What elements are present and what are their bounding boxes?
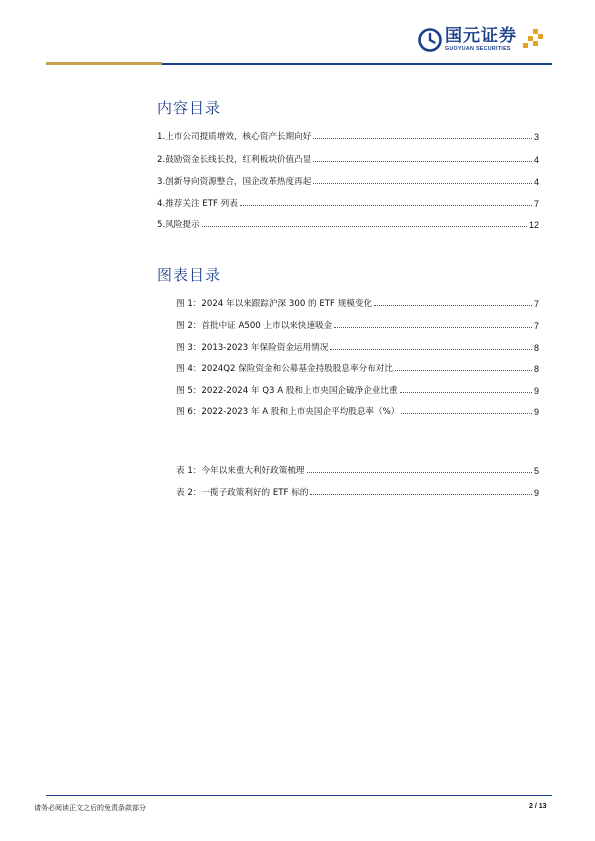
figure-item-page: 9 xyxy=(533,386,539,396)
toc-leader-dots xyxy=(401,413,532,414)
figure-item-label: 图 4：2024Q2 保险资金和公募基金持股股息率分布对比 xyxy=(176,364,393,374)
toc-leader-dots xyxy=(374,305,532,306)
table-item-page: 5 xyxy=(533,466,539,476)
toc-leader-dots xyxy=(334,327,532,328)
figure-item-label: 图 2：首批中证 A500 上市以来快速吸金 xyxy=(176,321,333,331)
table-item-label: 表 2：一揽子政策利好的 ETF 标的 xyxy=(176,488,309,498)
figures-title: 图表目录 xyxy=(157,266,222,284)
toc-item-page: 4 xyxy=(533,177,539,187)
figure-item-page: 8 xyxy=(533,343,539,353)
toc-item-label: 5.风险提示 xyxy=(157,220,200,230)
company-logo xyxy=(418,27,517,52)
toc-item-page: 7 xyxy=(533,199,539,209)
figure-item[interactable] xyxy=(176,295,539,309)
footer-divider xyxy=(46,795,552,796)
toc-item-page: 4 xyxy=(533,155,539,165)
toc-leader-dots xyxy=(400,392,532,393)
logo-emblem-icon xyxy=(418,28,442,52)
toc-item-label: 3.创新导向资源整合，国企改革热度再起 xyxy=(157,177,312,187)
figure-item-page: 7 xyxy=(533,321,539,331)
figure-item-label: 图 1：2024 年以来跟踪沪深 300 的 ETF 规模变化 xyxy=(176,299,373,309)
page-number: 2 / 13 xyxy=(529,803,547,810)
figure-item-page: 8 xyxy=(533,364,539,374)
table-item-page: 9 xyxy=(533,488,539,498)
figure-item-page: 7 xyxy=(533,299,539,309)
table-item-label: 表 1：今年以来重大利好政策梳理 xyxy=(176,466,305,476)
toc-leader-dots xyxy=(202,226,527,227)
toc-leader-dots xyxy=(313,138,532,139)
footer-disclaimer: 请务必阅读正文之后的免责条款部分 xyxy=(34,804,146,812)
toc-leader-dots xyxy=(240,205,532,206)
toc-item[interactable] xyxy=(157,216,539,230)
figure-item-label: 图 5：2022-2024 年 Q3 A 股和上市央国企破净企业比重 xyxy=(176,386,398,396)
logo-english-name: GUOYUAN SECURITIES xyxy=(445,46,511,52)
toc-item-label: 4.推荐关注 ETF 列表 xyxy=(157,199,238,209)
toc-leader-dots xyxy=(313,183,532,184)
logo-chinese-name: 国元证券 xyxy=(445,26,517,46)
figure-item-page: 9 xyxy=(533,407,539,417)
toc-leader-dots xyxy=(330,349,532,350)
table-item[interactable] xyxy=(176,462,539,476)
toc-item-label: 2.鼓励资金长线长投，红利板块价值凸显 xyxy=(157,155,312,165)
toc-leader-dots xyxy=(313,161,532,162)
toc-item-page: 12 xyxy=(528,220,539,230)
toc-item-label: 1.上市公司提质增效，核心资产长期向好 xyxy=(157,132,312,142)
toc-item[interactable] xyxy=(157,195,539,209)
figure-item-label: 图 3：2013-2023 年保险资金运用情况 xyxy=(176,343,329,353)
figure-item[interactable] xyxy=(176,317,539,331)
toc-item[interactable] xyxy=(157,128,539,142)
table-item[interactable] xyxy=(176,484,539,498)
figure-item[interactable] xyxy=(176,382,539,396)
toc-leader-dots xyxy=(395,370,532,371)
figure-item-label: 图 6：2022-2023 年 A 股和上市央国企平均股息率（%） xyxy=(176,407,400,417)
logo-squares-icon xyxy=(521,29,543,51)
contents-title: 内容目录 xyxy=(157,99,222,117)
toc-item[interactable] xyxy=(157,173,539,187)
figure-item[interactable] xyxy=(176,339,539,353)
header-accent-bar xyxy=(46,62,162,65)
figure-item[interactable] xyxy=(176,360,539,374)
toc-item-page: 3 xyxy=(533,132,539,142)
toc-item[interactable] xyxy=(157,151,539,165)
figure-item[interactable] xyxy=(176,403,539,417)
toc-leader-dots xyxy=(310,494,532,495)
toc-leader-dots xyxy=(307,472,532,473)
